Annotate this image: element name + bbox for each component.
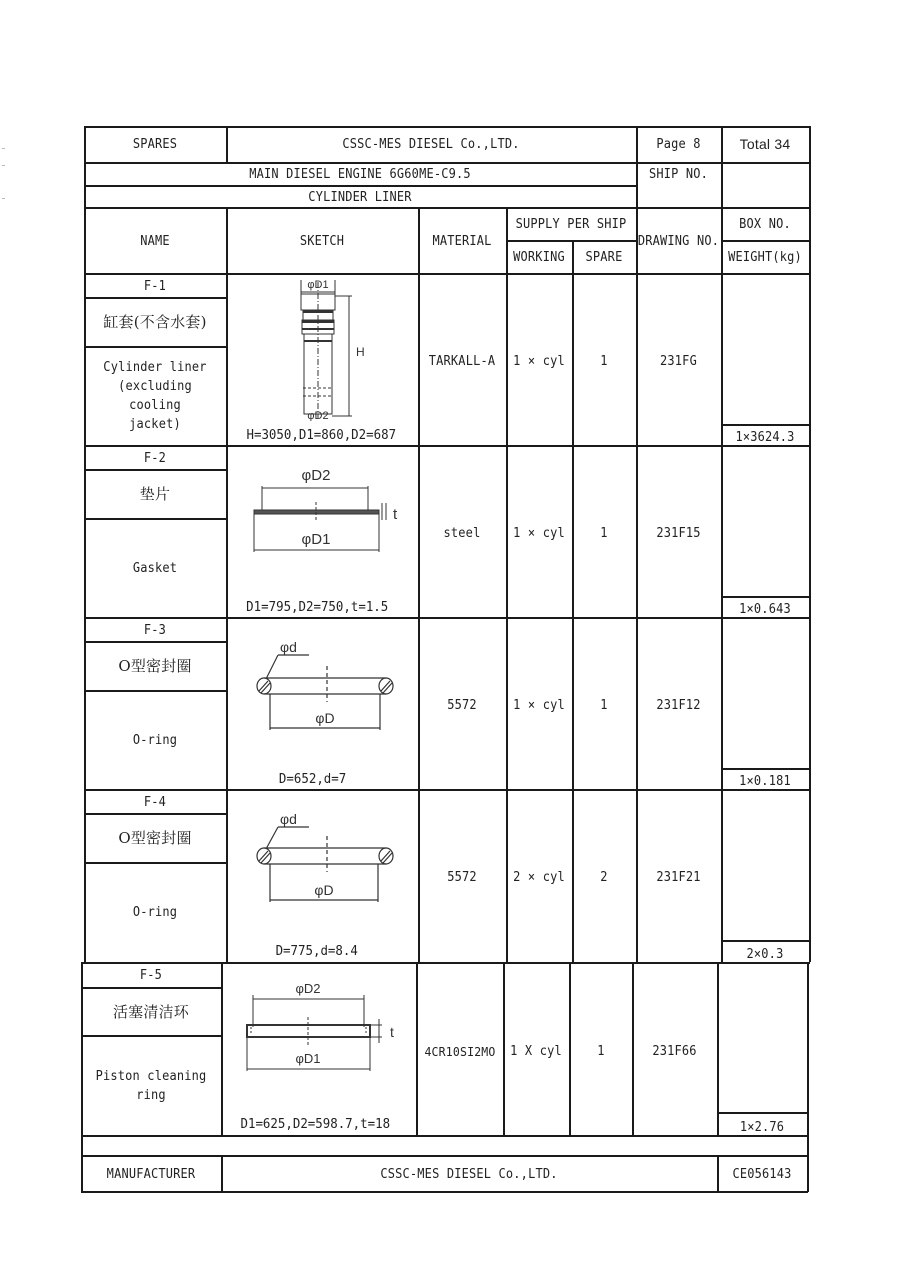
item-drawing-no: 231F12 [656,697,701,713]
item-code: F-5 [139,967,163,983]
item-spare: 1 [597,1043,605,1059]
item-name-en: Piston cleaning ring [95,1069,207,1103]
item-weight: 1×0.643 [739,601,791,617]
item-working: 1 × cyl [513,525,565,541]
col-header-spare: SPARE [585,250,623,265]
item-material: 5572 [447,697,477,713]
col-header-name: NAME [140,233,170,249]
item-drawing-no: 231F21 [656,869,701,885]
sketch-cylinder-liner [280,276,390,421]
item-working: 1 × cyl [513,697,565,713]
o-ring-drawing-icon [240,802,415,917]
item-name-en: Cylinder liner (excluding cooling jacket) [103,360,207,432]
svg-text:φD: φD [315,710,335,726]
item-name-cn: O型密封圈 [118,656,192,675]
company-name: CSSC-MES DIESEL Co.,LTD. [342,137,520,152]
item-name-en: O-ring [132,904,178,920]
item-weight: 1×0.181 [739,773,791,789]
item-name-en: Gasket [132,560,178,576]
item-code: F-4 [143,794,167,810]
svg-text:φd: φd [280,639,297,655]
item-code: F-2 [143,450,167,466]
svg-text:φD2: φD2 [307,410,329,421]
sketch-o-ring [240,802,415,917]
item-code: F-1 [143,278,167,294]
item-box-no [721,962,804,1112]
item-drawing-no: 231FG [660,353,697,369]
item-dimensions: H=3050,D1=860,D2=687 [246,427,397,443]
o-ring-drawing-icon [240,630,415,745]
sketch-gasket [240,458,415,558]
item-dimensions: D1=625,D2=598.7,t=18 [240,1116,391,1132]
svg-text:φD: φD [314,882,334,898]
svg-text:φD1: φD1 [295,1051,321,1066]
item-dimensions: D=652,d=7 [278,771,347,787]
total-pages: Total 34 [739,136,791,152]
item-box-no [725,274,806,424]
manufacturer-label: MANUFACTURER [106,1166,196,1182]
item-code: F-3 [143,622,167,638]
item-spare: 1 [600,697,608,713]
col-header-supply: SUPPLY PER SHIP [515,217,627,232]
section-title: CYLINDER LINER [308,189,412,205]
ship-no-value [725,163,806,208]
document-code: CE056143 [732,1166,792,1182]
item-material: steel [443,525,481,541]
item-box-no [725,618,806,768]
item-drawing-no: 231F66 [652,1043,697,1059]
item-name-cn: 活塞清洁环 [112,1002,189,1021]
item-material: 4CR10SI2MO [424,1043,496,1059]
svg-text:φD2: φD2 [295,981,321,996]
spares-label: SPARES [132,137,178,152]
gasket-drawing-icon [240,458,415,558]
item-box-no [725,446,806,596]
item-dimensions: D1=795,D2=750,t=1.5 [246,599,389,615]
col-header-drawing: DRAWING NO. [637,233,720,249]
item-spare: 1 [600,525,608,541]
page-number: Page 8 [656,137,701,152]
col-header-weight: WEIGHT(kg) [728,250,802,265]
sketch-piston-cleaning-ring [240,975,415,1075]
col-header-working: WORKING [513,250,565,265]
svg-text:H: H [356,345,365,359]
item-working: 1 X cyl [510,1043,562,1059]
svg-text:φD1: φD1 [301,531,331,548]
flat-ring-drawing-icon [240,975,415,1075]
item-working: 2 × cyl [513,869,565,885]
item-name-cn: 垫片 [139,484,171,503]
item-drawing-no: 231F15 [656,525,701,541]
item-spare: 2 [600,869,608,885]
item-name-cn: O型密封圈 [118,828,192,847]
svg-text:t: t [393,506,398,523]
item-material: TARKALL-A [428,353,496,369]
col-header-material: MATERIAL [432,233,492,249]
item-spare: 1 [600,353,608,369]
svg-text:φd: φd [280,811,297,827]
item-working: 1 × cyl [513,353,565,369]
item-box-no [725,790,806,940]
item-weight: 2×0.3 [746,946,784,962]
item-material: 5572 [447,869,477,885]
svg-text:t: t [390,1024,394,1040]
col-header-box: BOX NO. [739,217,791,232]
cylinder-liner-drawing-icon [280,276,390,421]
item-name-en: O-ring [132,732,178,748]
item-dimensions: D=775,d=8.4 [275,943,358,959]
item-name-cn: 缸套(不含水套) [103,312,207,331]
ship-no-label: SHIP NO. [648,167,709,182]
item-weight: 1×2.76 [739,1119,785,1135]
col-header-sketch: SKETCH [299,233,345,249]
engine-title: MAIN DIESEL ENGINE 6G60ME-C9.5 [249,167,471,182]
svg-text:φD1: φD1 [307,279,329,291]
sketch-o-ring [240,630,415,745]
manufacturer-name: CSSC-MES DIESEL Co.,LTD. [380,1166,558,1182]
item-weight: 1×3624.3 [735,429,795,445]
svg-text:φD2: φD2 [301,467,331,484]
